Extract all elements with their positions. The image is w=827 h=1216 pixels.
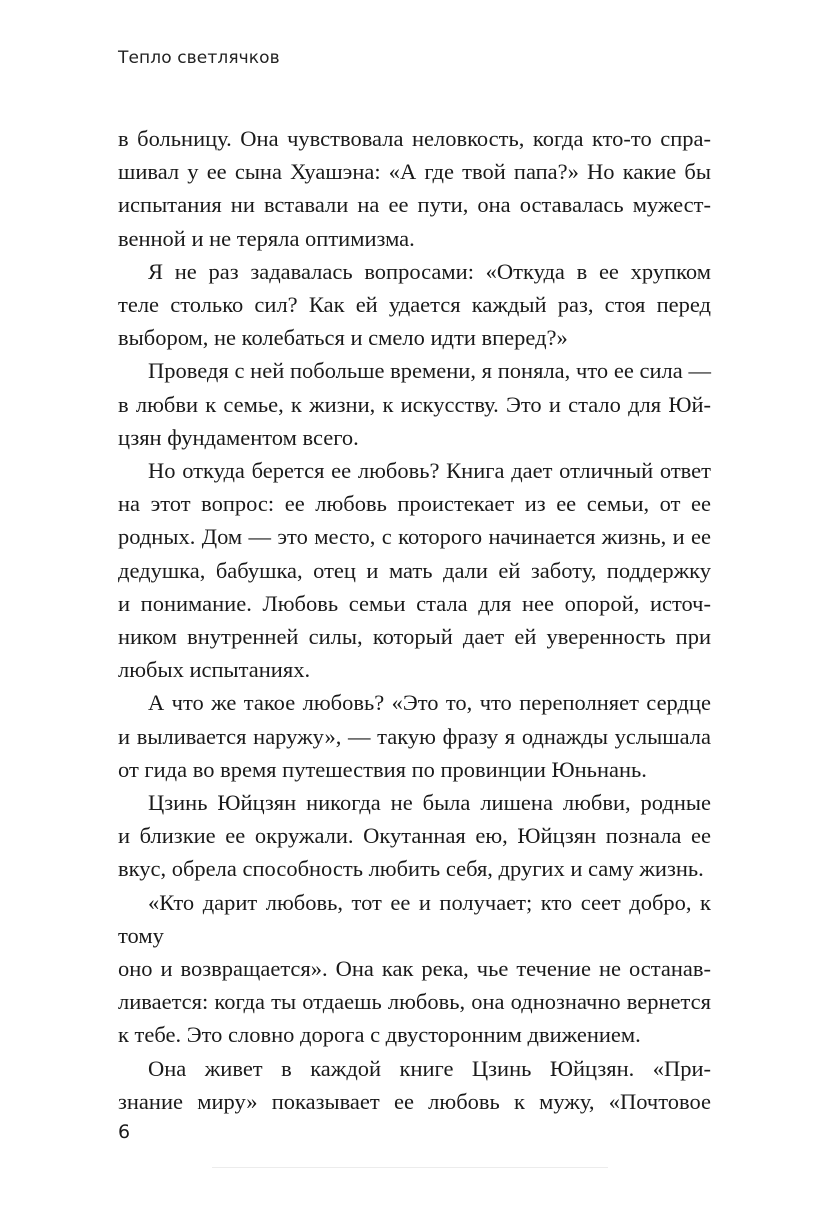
paragraph bbox=[118, 786, 711, 886]
text-line: и близкие ее окружали. Окутанная ею, Юйцзян познала ее bbox=[118, 823, 711, 849]
text-line: шивал у ее сына Хуашэна: «А где твой папа?» Но какие бы bbox=[118, 159, 711, 185]
text-line: испытания ни вставали на ее пути, она оставалась мужест- bbox=[118, 192, 711, 218]
paragraph bbox=[118, 122, 711, 255]
text-line: А что же такое любовь? «Это то, что переполняет сердце bbox=[148, 690, 711, 716]
paragraph bbox=[118, 1052, 711, 1118]
text-line: знание миру» показывает ее любовь к мужу, «Почтовое bbox=[118, 1088, 711, 1114]
text-line: и выливается наружу», — такую фразу я однажды услышала bbox=[118, 723, 711, 749]
text-line: выбором, не колебаться и смело идти вперед?» bbox=[118, 325, 568, 351]
text-line: ливается: когда ты отдаешь любовь, она однозначно вернется bbox=[118, 989, 711, 1015]
text-line: теле столько сил? Как ей удается каждый раз, стоя перед bbox=[118, 292, 711, 318]
paragraph bbox=[118, 886, 711, 1052]
text-line: «Кто дарит любовь, тот ее и получает; кто сеет добро, к тому bbox=[118, 889, 711, 948]
body-text bbox=[118, 122, 711, 1118]
text-line: любых испытаниях. bbox=[118, 657, 311, 683]
text-line: Она живет в каждой книге Цзинь Юйцзян. «При- bbox=[148, 1055, 711, 1081]
text-line: к тебе. Это словно дорога с двусторонним движением. bbox=[118, 1022, 641, 1048]
text-line: дедушка, бабушка, отец и мать дали ей заботу, поддержку bbox=[118, 557, 711, 583]
text-line: Цзинь Юйцзян никогда не была лишена любви, родные bbox=[148, 790, 711, 816]
text-line: Проведя с ней побольше времени, я поняла, что ее сила — bbox=[148, 358, 711, 384]
text-line: Но откуда берется ее любовь? Книга дает отличный ответ bbox=[148, 458, 711, 484]
text-line: и понимание. Любовь семьи стала для нее опорой, источ- bbox=[118, 590, 711, 616]
text-line: на этот вопрос: ее любовь проистекает из ее семьи, от ее bbox=[118, 491, 711, 517]
text-line: оно и возвращается». Она как река, чье течение не останав- bbox=[118, 956, 711, 982]
paragraph bbox=[118, 454, 711, 686]
text-line: венной и не теряла оптимизма. bbox=[118, 225, 415, 251]
text-line: вкус, обрела способность любить себя, других и саму жизнь. bbox=[118, 856, 704, 882]
text-line: ником внутренней силы, который дает ей уверенность при bbox=[118, 624, 711, 650]
text-line: от гида во время путешествия по провинции Юньнань. bbox=[118, 756, 647, 782]
footer-rule bbox=[212, 1167, 608, 1168]
text-line: родных. Дом — это место, с которого начинается жизнь, и ее bbox=[118, 524, 711, 550]
paragraph bbox=[118, 686, 711, 786]
page-number: 6 bbox=[118, 1121, 131, 1143]
running-header: Тепло светлячков bbox=[118, 48, 280, 68]
text-line: цзян фундаментом всего. bbox=[118, 424, 359, 450]
text-line: в больницу. Она чувствовала неловкость, когда кто-то спра- bbox=[118, 126, 711, 151]
text-line: Я не раз задавалась вопросами: «Откуда в ее хрупком bbox=[148, 258, 711, 284]
paragraph bbox=[118, 354, 711, 454]
paragraph bbox=[118, 255, 711, 355]
text-line: в любви к семье, к жизни, к искусству. Это и стало для Юй- bbox=[118, 391, 711, 417]
